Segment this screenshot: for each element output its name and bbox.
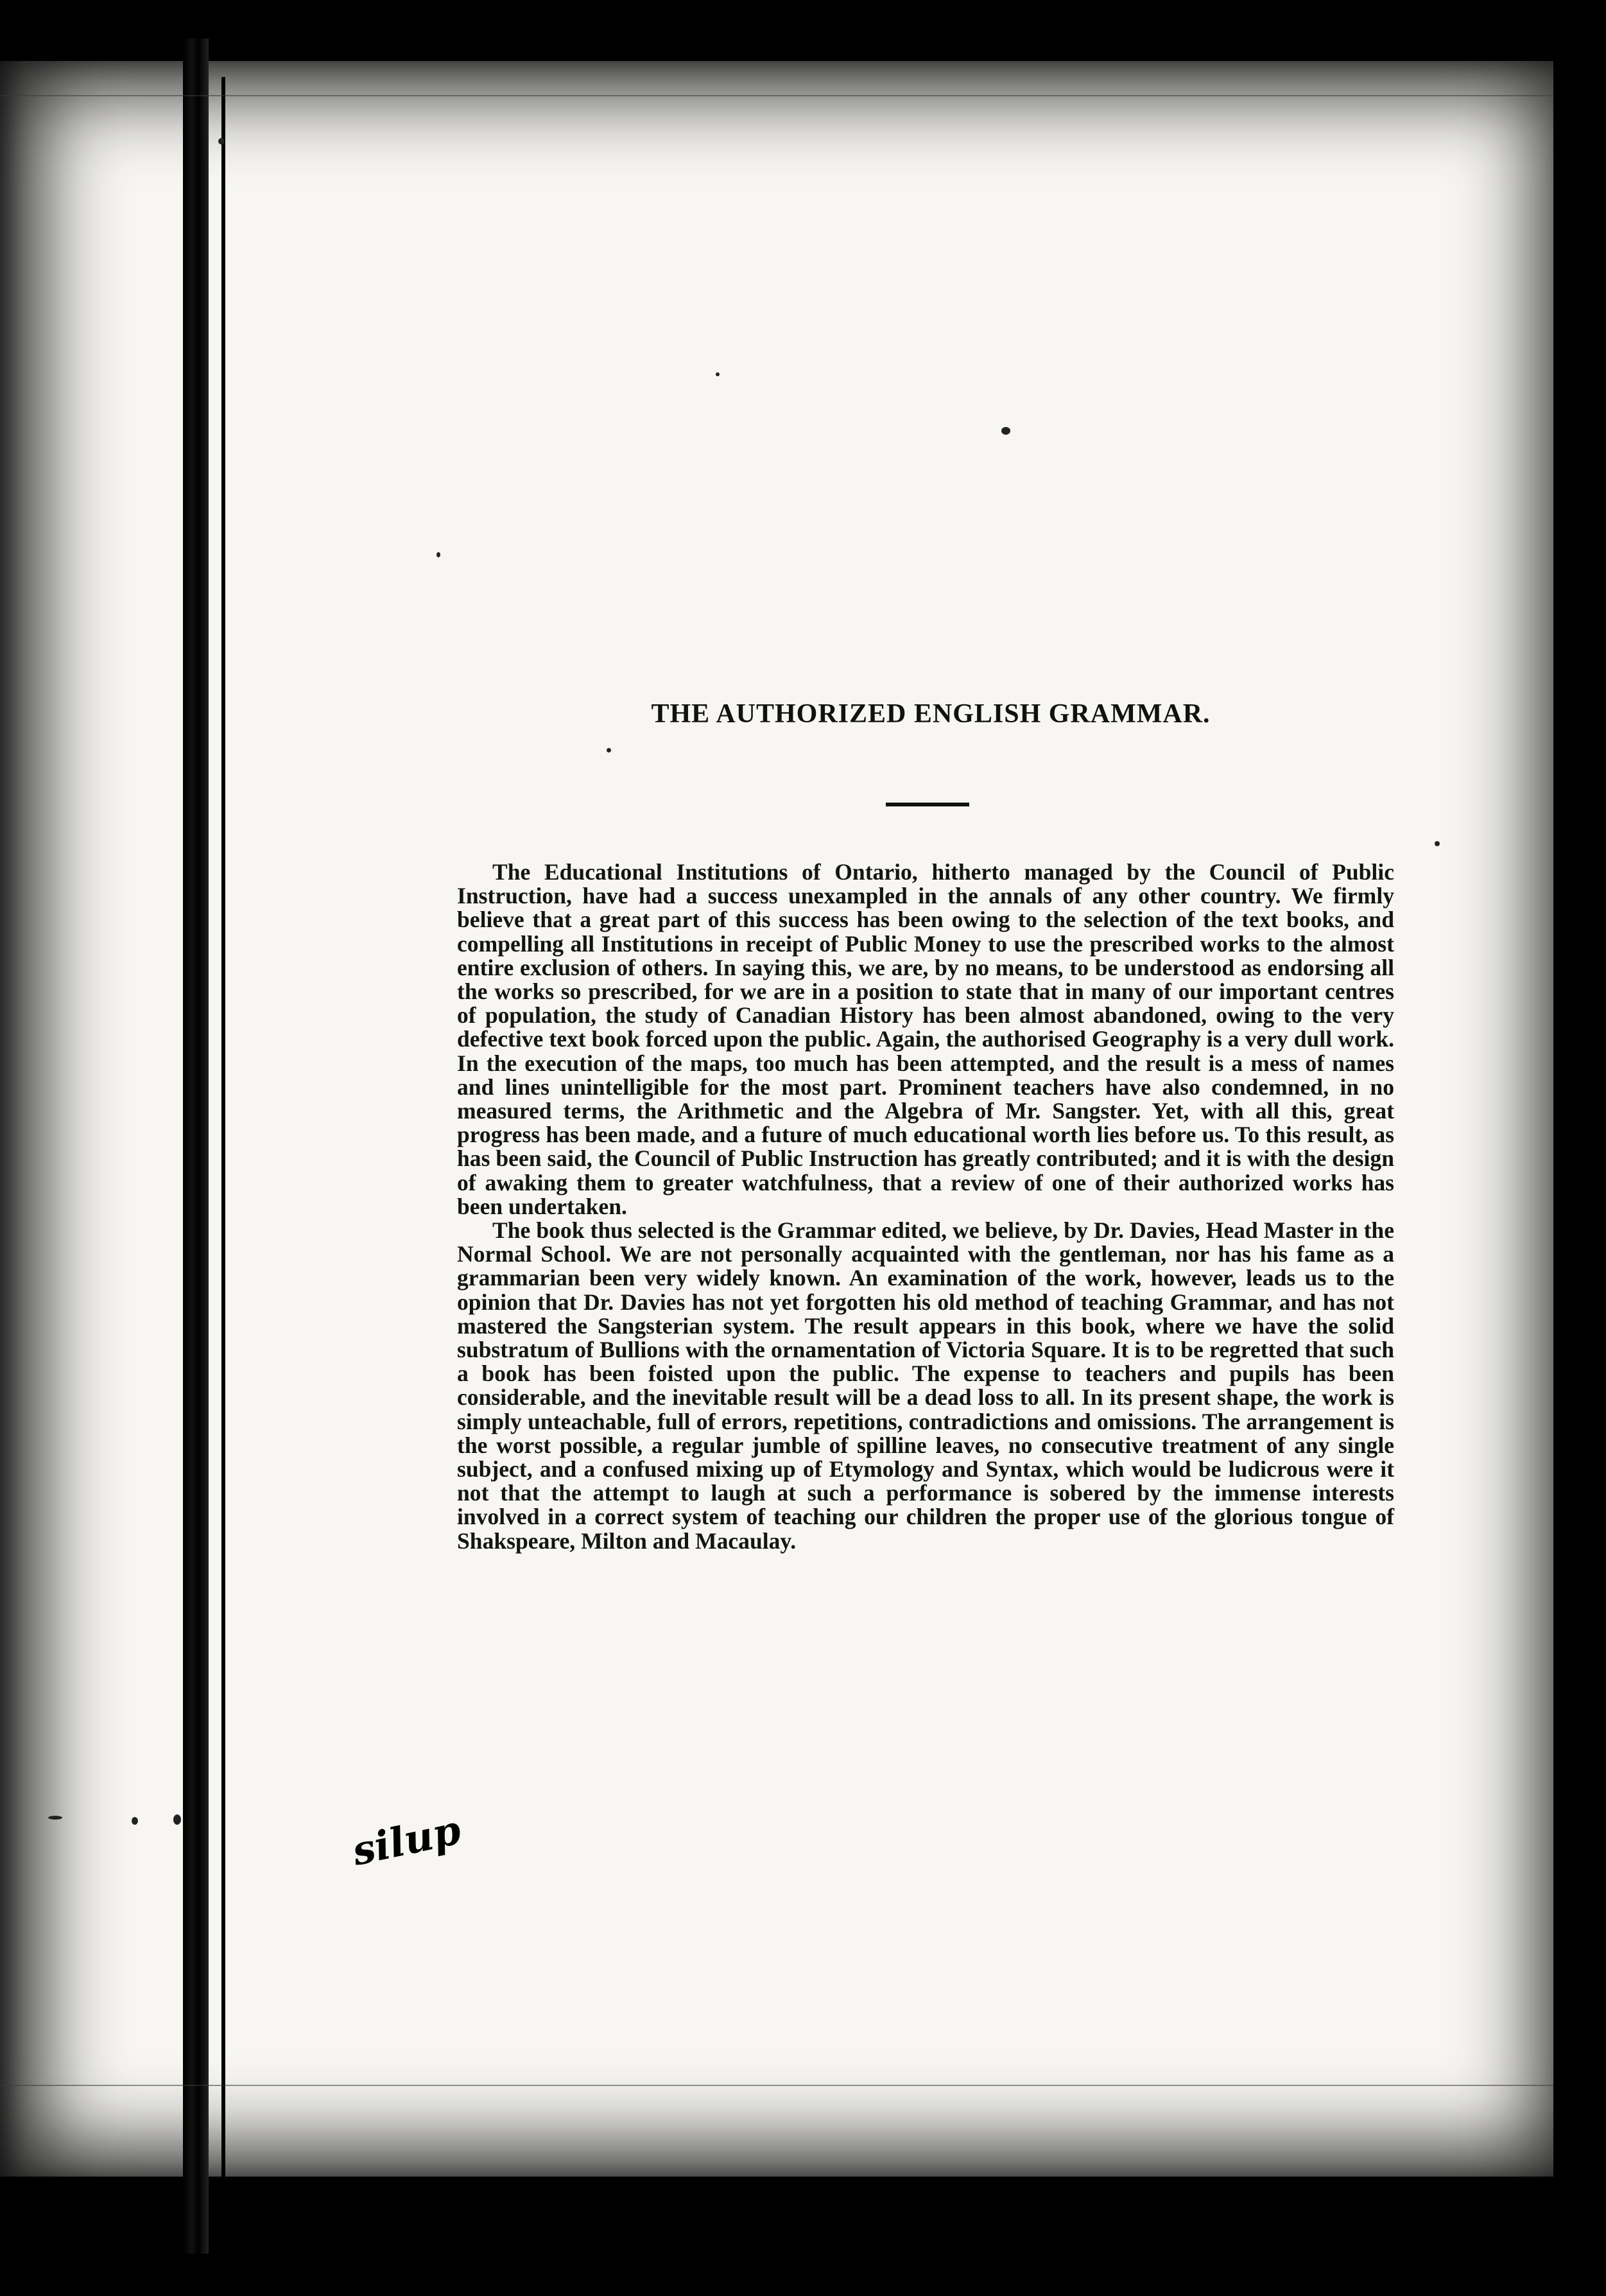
title-rule (886, 803, 969, 806)
speck (132, 1817, 138, 1825)
paragraph: The book thus selected is the Grammar edited, we believe, by Dr. Davies, Head Master in the Normal School. We are not personally acquainted with the gentleman, nor has his fame as a grammarian been very widely known. An examination of the work, however, leads us to the opinion that Dr. Davies has not yet forgotten his old method of teaching Grammar, and has not mastered the Sangsterian system. The result appears in this book, where we have the solid substratum of Bullions with the ornamentation of Victoria Square. It is to be regretted that such a book has been foisted upon the public. The expense to teachers and pupils has been considerable, and the inevitable result will be a dead loss to all. In its present shape, the work is simply unteachable, full of errors, repetitions, contradictions and omissions. The arrangement is the worst possible, a regular jumble of spilline leaves, no consecutive treatment of any single subject, and a confused mixing up of Etymology and Syntax, which would be ludicrous were it not that the attempt to laugh at such a performance is sobered by the immense interests involved in a correct system of teaching our children the proper use of the glorious tongue of Shakspeare, Milton and Macaulay. (457, 1217, 1394, 1554)
scan-line (0, 95, 1553, 96)
speck (48, 1816, 62, 1820)
speck (1435, 841, 1440, 846)
scan-line (0, 2085, 1553, 2086)
speck (436, 552, 440, 557)
binding-gutter (183, 39, 209, 2254)
speck (218, 138, 225, 144)
speck (607, 748, 611, 752)
scan-border-right (1553, 0, 1606, 2296)
article-title: THE AUTHORIZED ENGLISH GRAMMAR. (651, 699, 1211, 729)
scan-border-top (0, 0, 1606, 61)
article-body (457, 860, 1394, 1553)
gutter-fold-line (221, 77, 225, 2196)
scan-border-bottom (0, 2177, 1606, 2296)
speck (173, 1814, 181, 1825)
speck (716, 372, 720, 376)
speck (1001, 427, 1010, 435)
paragraph: The Educational Institutions of Ontario, hitherto managed by the Council of Public Instruction, have had a success unexampled in the annals of any other country. We firmly believe that a great part of this success has been owing to the selection of the text books, and compelling all Institutions in receipt of Public Money to use the prescribed works to the almost entire exclusion of others. In saying this, we are, by no means, to be understood as endorsing all the works so prescribed, for we are in a position to state that in many of our important centres of population, the study of Canadian History has been almost abandoned, owing to the very defective text book forced upon the public. Again, the authorised Geography is a very dull work. In the execution of the maps, too much has been attempted, and the result is a mess of names and lines unintelligible for the most part. Prominent teachers have also condemned, in no measured terms, the Arithmetic and the Algebra of Mr. Sangster. Yet, with all this, great progress has been made, and a future of much educational worth lies before us. To this result, as has been said, the Council of Public Instruction has greatly contributed; and it is with the design of awaking them to greater watchfulness, that a review of one of their authorized works has been undertaken. (457, 859, 1394, 1219)
handwritten-margin-note: silup (348, 1806, 465, 1875)
